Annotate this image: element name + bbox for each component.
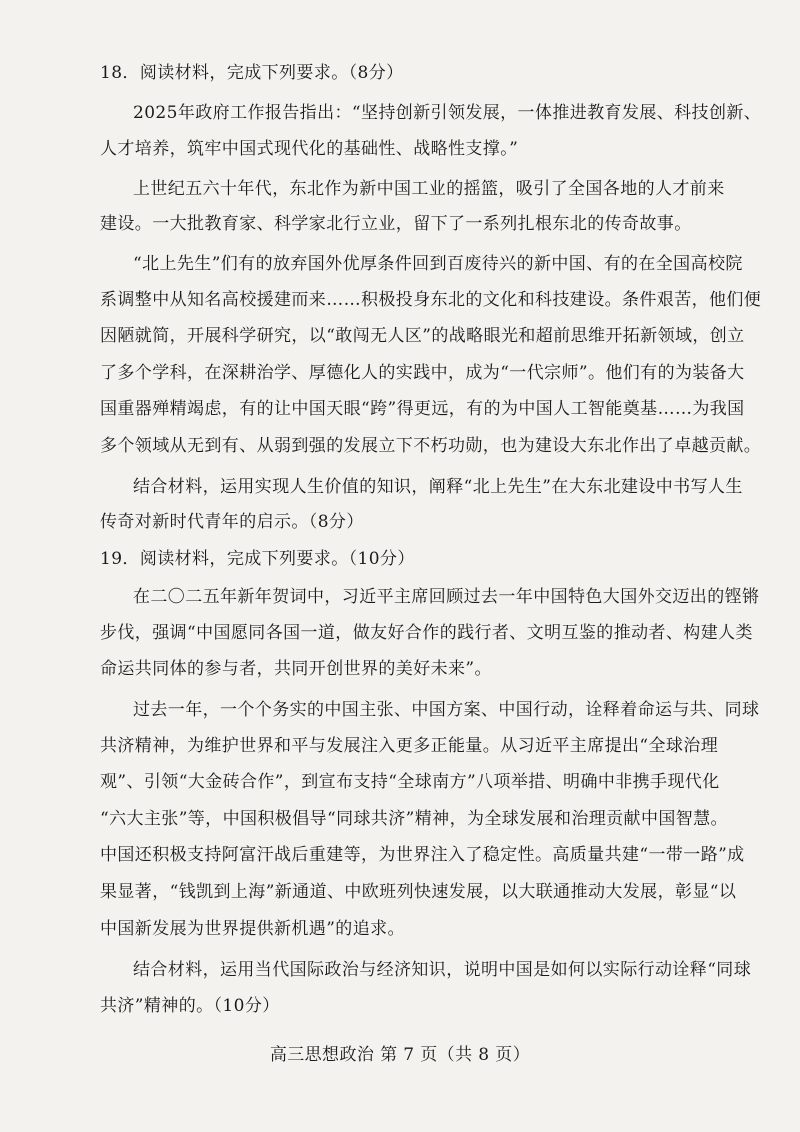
q19-header: 19．阅读材料，完成下列要求。（10分） <box>100 549 415 569</box>
q19-line-5: 共济精神，为维护世界和平与发展注入更多正能量。从习近平主席提出“全球治理 <box>100 736 719 756</box>
q18-task-line-2: 传奇对新时代青年的启示。（8分） <box>100 512 364 532</box>
q18-line-9: 国重器殚精竭虑，有的让中国天眼“跨”得更远，有的为中国人工智能奠基……为我国 <box>100 399 745 419</box>
q18-line-3: 上世纪五六十年代，东北作为新中国工业的摇篮，吸引了全国各地的人才前来 <box>133 179 725 199</box>
q19-line-6: 观”、引领“大金砖合作”，到宣布支持“全球南方”八项举措、明确中非携手现代化 <box>100 772 720 792</box>
q19-task-line-1: 结合材料，运用当代国际政治与经济知识，说明中国是如何以实际行动诠释“同球 <box>133 960 752 980</box>
page-footer: 高三思想政治 第 7 页（共 8 页） <box>269 1045 531 1065</box>
q18-line-6: 系调整中从知名高校援建而来……积极投身东北的文化和科技建设。条件艰苦，他们便 <box>100 290 762 310</box>
q18-line-2: 人才培养，筑牢中国式现代化的基础性、战略性支撑。” <box>100 139 519 159</box>
q19-line-8: 中国还积极支持阿富汗战后重建等，为世界注入了稳定性。高质量共建“一带一路”成 <box>100 845 745 865</box>
q18-line-10: 多个领域从无到有、从弱到强的发展立下不朽功勋，也为建设大东北作出了卓越贡献。 <box>100 436 762 456</box>
q18-line-1: 2025年政府工作报告指出：“坚持创新引领发展，一体推进教育发展、科技创新、 <box>133 103 762 123</box>
q19-line-10: 中国新发展为世界提供新机遇”的追求。 <box>100 919 405 939</box>
q18-task-line-1: 结合材料，运用实现人生价值的知识，阐释“北上先生”在大东北建设中书写人生 <box>133 477 743 497</box>
q19-line-7: “六大主张”等，中国积极倡导“同球共济”精神，为全球发展和治理贡献中国智慧。 <box>100 809 728 829</box>
q18-line-5: “北上先生”们有的放弃国外优厚条件回到百废待兴的新中国、有的在全国高校院 <box>133 254 743 274</box>
q19-line-9: 果显著，“钱凯到上海”新通道、中欧班列快速发展，以大联通推动大发展，彰显“以 <box>100 882 737 902</box>
q18-header: 18．阅读材料，完成下列要求。（8分） <box>100 63 404 83</box>
q19-line-2: 步伐，强调“中国愿同各国一道，做友好合作的践行者、文明互鉴的推动者、构建人类 <box>100 623 753 643</box>
q18-line-8: 了多个学科，在深耕治学、厚德化人的实践中，成为“一代宗师”。他们有的为装备大 <box>100 363 745 383</box>
q18-line-7: 因陋就简，开展科学研究，以“敢闯无人区”的战略眼光和超前思维开拓新领域，创立 <box>100 326 745 346</box>
q19-task-line-2: 共济”精神的。（10分） <box>100 996 280 1016</box>
q19-line-1: 在二〇二五年新年贺词中，习近平主席回顾过去一年中国特色大国外交迈出的铿锵 <box>133 587 760 607</box>
q19-line-4: 过去一年，一个个务实的中国主张、中国方案、中国行动，诠释着命运与共、同球 <box>133 700 760 720</box>
q18-line-4: 建设。一大批教育家、科学家北行立业，留下了一系列扎根东北的传奇故事。 <box>100 214 692 234</box>
q19-line-3: 命运共同体的参与者，共同开创世界的美好未来”。 <box>100 659 492 679</box>
